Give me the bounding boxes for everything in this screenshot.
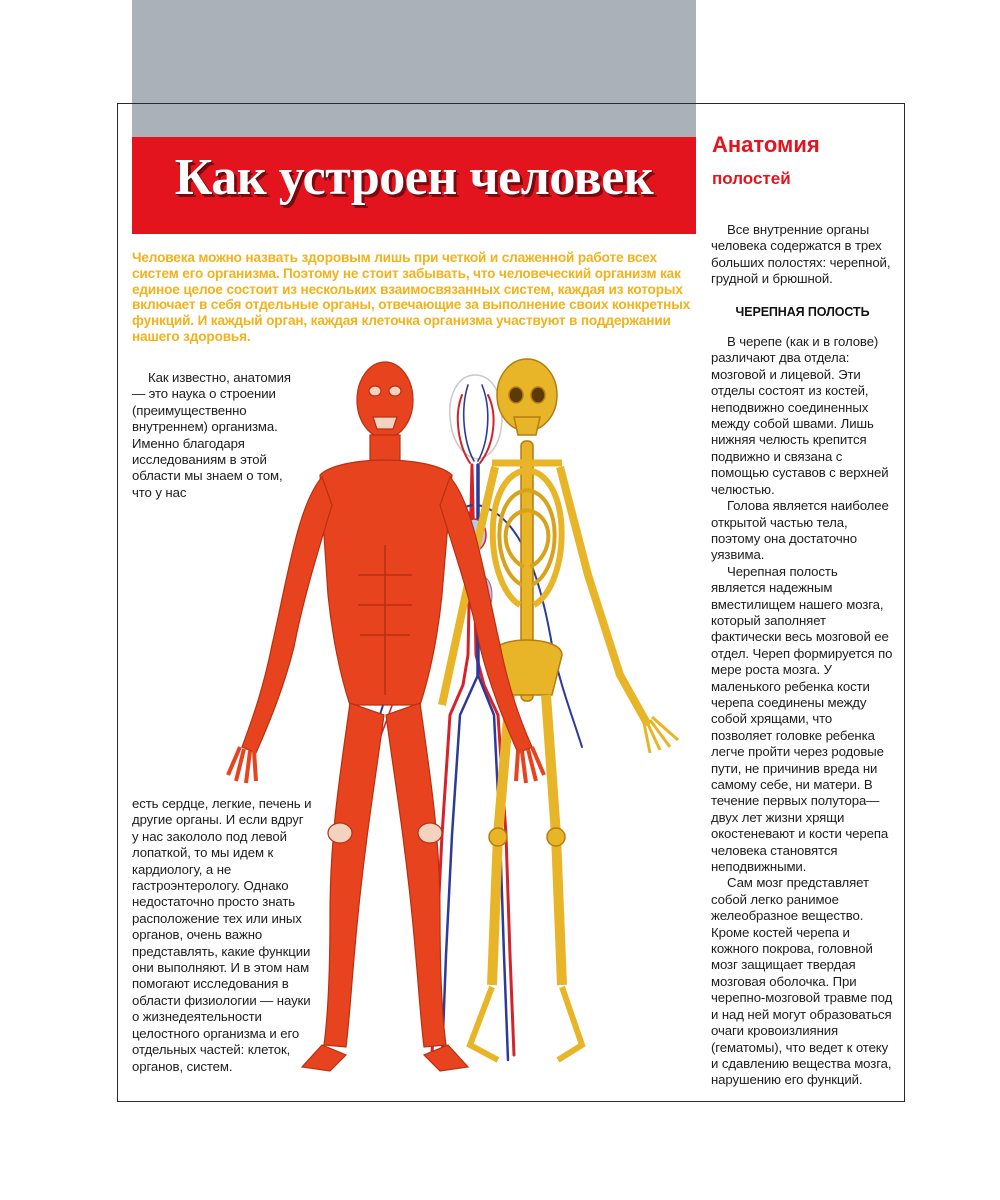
sidebar-column: [711, 222, 894, 1089]
sidebar-title-main: Анатомия: [712, 132, 820, 157]
anatomy-illustration: [180, 355, 720, 1095]
sidebar-subheading: ЧЕРЕПНАЯ ПОЛОСТЬ: [735, 304, 870, 319]
sidebar-paragraph-3: Черепная полость является надежным вместилищем нашего мозга, который заполняет фактически весь мозговой ее отдел. Череп формируется по мере роста мозга. У маленького ребенка кости черепа соединены между собой хрящами, что позволяет головке ребенка легче пройти через родовые пути, не причинив вреда ни самому себе, ни матери. В течение первых полутора—двух лет жизни хрящи окостеневают и кости черепа человека становятся неподвижными.: [711, 563, 893, 875]
sidebar-paragraph-1: В черепе (как и в голове) различают два отдела: мозговой и лицевой. Эти отделы состоят из костей, неподвижно соединенных между собой швами. Лишь нижняя челюсть крепится подвижно и связана с помощью суставов с верхней челюстью.: [711, 334, 889, 497]
sidebar-title-sub: полостей: [712, 169, 791, 188]
sidebar-paragraph-4: Сам мозг представляет собой легко ранимое желеобразное вещество. Кроме костей черепа и кожного покрова, головной мозг защищает твердая мозговая оболочка. При черепно-мозговой травме под и над ней могут образоваться очаги кровоизлияния (гематомы), что ведет к отеку и сдавлению вещества мозга, нарушению его функций.: [711, 875, 893, 1088]
sidebar-intro: Все внутренние органы человека содержатся в трех больших полостях: черепной, грудной и брюшной.: [711, 222, 891, 287]
left-text-top: Как известно, анатомия — это наука о строении (преимущественно внутреннем) организма. Именно благодаря исследованиям в этой области мы знаем о том, что у нас: [132, 370, 291, 500]
sidebar-paragraph-2: Голова является наиболее открытой частью тела, поэтому она достаточно уязвима.: [711, 498, 889, 563]
intro-paragraph: Человека можно назвать здоровым лишь при четкой и слаженной работе всех систем его организма. Поэтому не стоит забывать, что человеческий организм как единое целое состоит из нескольких взаимосвязанных систем, каждая из которых включает в себя отдельные органы, отвечающие за выполнение своих конкретных функций. И каждый орган, каждая клеточка организма участвуют в поддержании нашего здоровья.: [132, 250, 691, 344]
sidebar-title: [712, 128, 892, 196]
left-text-bottom: есть сердце, легкие, печень и другие органы. И если вдруг у нас закололо под левой лопаткой, то мы идем к кардиологу, а не гастроэнтерологу. Однако недостаточно просто знать расположение тех или иных органов, очень важно представлять, какие функции они выполняют. И в этом нам помогают исследования в области физиологии — науки о жизнедеятельности целостного организма и его отдельных частей: клеток, органов, систем.: [132, 796, 312, 1074]
page-title: Как устроен человек: [174, 149, 654, 206]
